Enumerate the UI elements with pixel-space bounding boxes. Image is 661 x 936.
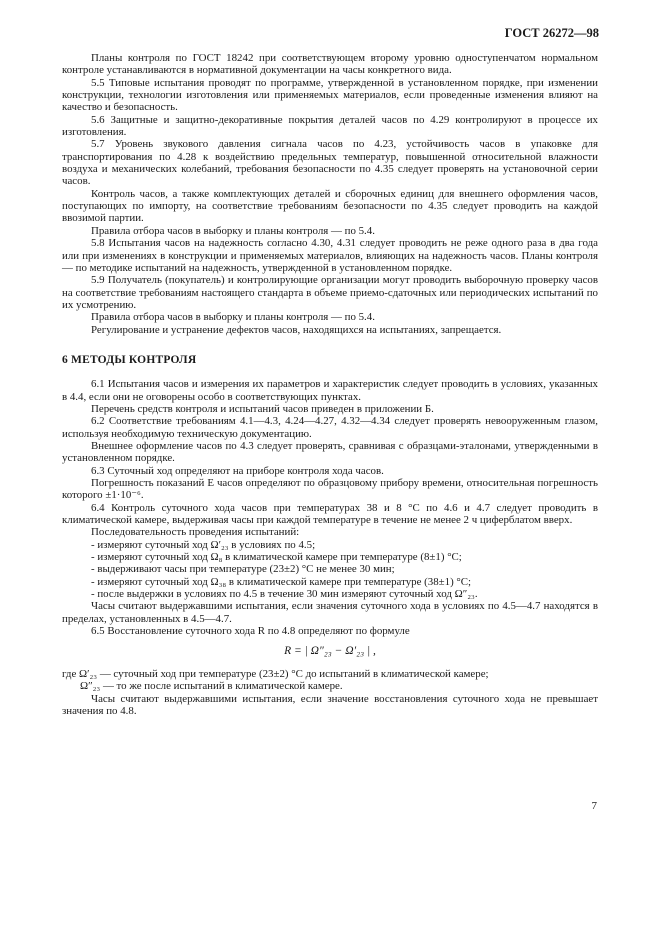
- formula: R = | Ω″₂₃ − Ω′₂₃ | ,: [284, 645, 376, 658]
- list-item: - выдерживают часы при температуре (23±2) °С не менее 30 мин;: [91, 563, 395, 576]
- paragraph: 6.2 Соответствие требованиям 4.1—4.3, 4.24—4.27, 4.32—4.34 следует проверять невооруженным глазом, используя необходимую техническую документацию.: [62, 415, 598, 440]
- paragraph: Контроль часов, а также комплектующих деталей и сборочных единиц для внешнего оформления часов, поступающих по импорту, на соответствие требованиям безопасности по 4.35 следует проводить на каждой ввозимой партии.: [62, 187, 598, 225]
- page-number: 7: [591, 800, 597, 812]
- paragraph: Внешнее оформление часов по 4.3 следует проверять, сравнивая с образцами-эталонами, утвержденными в установленном порядке.: [62, 439, 598, 465]
- paragraph: Последовательность проведения испытаний:: [91, 526, 300, 539]
- paragraph: 5.8 Испытания часов на надежность согласно 4.30, 4.31 следует проводить не реже одного раза в два года или при изменениях в конструкции и применяемых материалов, влияющих на надежность часов. Планы контроля — по методике испытаний на надежность, утвержденной в установленном порядке.: [62, 237, 598, 274]
- paragraph: Регулирование и устранение дефектов часов, находящихся на испытаниях, запрещается.: [91, 323, 502, 336]
- document-body: [62, 52, 598, 717]
- paragraph: 5.9 Получатель (покупатель) и контролирующие организации могут проводить выборочную проверку часов на соответствие требованиям настоящего стандарта в объеме приемо-сдаточных или периодических испытаний по их усмотрению.: [62, 274, 598, 311]
- paragraph: Перечень средств контроля и испытаний часов приведен в приложении Б.: [91, 402, 434, 415]
- document-header: ГОСТ 26272—98: [504, 26, 599, 40]
- paragraph: Часы считают выдержавшими испытания, если значения суточного хода в условиях по 4.5—4.7 находятся в пределах, установленных в 4.5—4.7.: [62, 600, 598, 625]
- paragraph: 6.3 Суточный ход определяют на приборе контроля хода часов.: [91, 464, 384, 477]
- where-line: Ω″₂₃ — то же после испытаний в климатической камере.: [80, 680, 343, 693]
- paragraph: Часы считают выдержавшими испытания, если значение восстановления суточного хода не превышает значения по 4.8.: [62, 692, 598, 717]
- paragraph: Планы контроля по ГОСТ 18242 при соответствующем второму уровню одноступенчатом нормальном контроле устанавливаются в нормативной документации на часы конкретного вида.: [62, 52, 598, 77]
- where-line: где Ω′₂₃ — суточный ход при температуре (23±2) °С до испытаний в климатической камере;: [62, 667, 489, 680]
- list-item: - измеряют суточный ход Ω₈ в климатической камере при температуре (8±1) °С;: [91, 551, 462, 564]
- paragraph: 5.5 Типовые испытания проводят по программе, утвержденной в установленном порядке, при изменении конструкции, технологии изготовления или применяемых материалов, если проведенные изменения влияют на качество и безопасность.: [62, 76, 598, 114]
- paragraph: 6.4 Контроль суточного хода часов при температурах 38 и 8 °С по 4.6 и 4.7 следует проводить в климатической камере, выдерживая часы при каждой температуре в течение не менее 2 ч циферблатом вверх.: [62, 501, 598, 527]
- section-heading: 6 МЕТОДЫ КОНТРОЛЯ: [62, 353, 197, 366]
- list-item: - измеряют суточный ход Ω′₂₃ в условиях по 4.5;: [91, 538, 316, 551]
- list-item: - измеряют суточный ход Ω₃₈ в климатической камере при температуре (38±1) °С;: [91, 575, 472, 588]
- test-steps-list: [62, 539, 598, 601]
- paragraph: Правила отбора часов в выборку и планы контроля — по 5.4.: [91, 311, 375, 324]
- paragraph: Погрешность показаний E часов определяют по образцовому прибору времени, относительная погрешность которого ±1·10⁻⁶.: [62, 477, 598, 502]
- list-item: - после выдержки в условиях по 4.5 в течение 30 мин измеряют суточный ход Ω″₂₃.: [91, 588, 478, 601]
- paragraph: Правила отбора часов в выборку и планы контроля — по 5.4.: [91, 224, 375, 237]
- paragraph: 5.7 Уровень звукового давления сигнала часов по 4.23, устойчивость часов в упаковке для транспортирования по 4.28 к воздействию предельных температур, повышенной относительной влажности воздуха и механических колебаний, требования безопасности по 4.35 следует проверять на установочной серии часов.: [62, 138, 598, 188]
- paragraph: 6.5 Восстановление суточного хода R по 4.8 определяют по формуле: [91, 625, 410, 638]
- paragraph: 6.1 Испытания часов и измерения их параметров и характеристик следует проводить в условиях, указанных в 4.4, если они не оговорены особо в соответствующих пунктах.: [62, 378, 598, 403]
- paragraph: 5.6 Защитные и защитно-декоративные покрытия деталей часов по 4.29 контролируют в процессе их изготовления.: [62, 113, 598, 139]
